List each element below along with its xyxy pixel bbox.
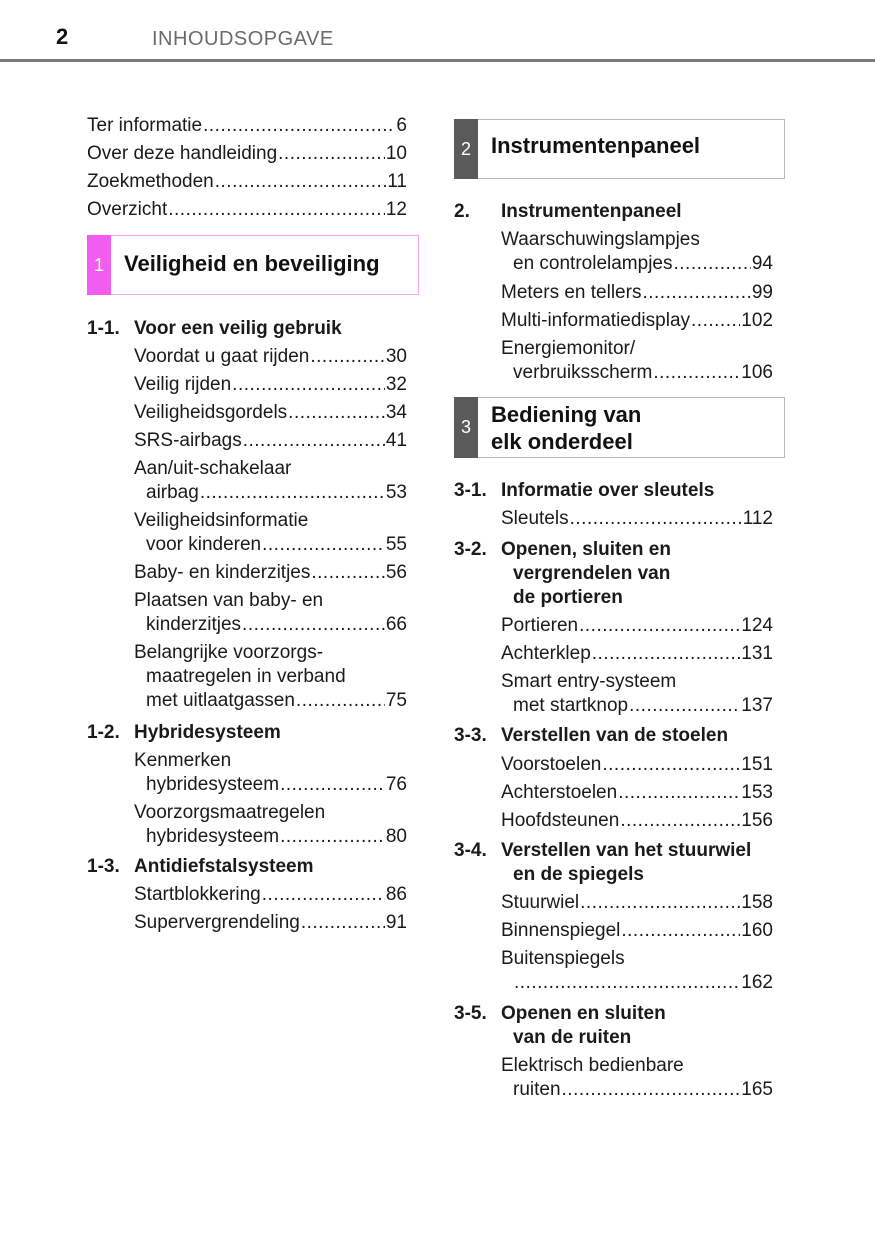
toc-leader bbox=[514, 971, 740, 995]
toc-entry[interactable] bbox=[501, 919, 773, 943]
toc-entry-label: airbag bbox=[146, 482, 199, 503]
toc-entry[interactable] bbox=[146, 481, 407, 505]
toc-entry-label: Veiligheidsgordels bbox=[134, 402, 288, 423]
toc-entry-label: en controlelampjes bbox=[513, 253, 673, 274]
section-number: 3-3. bbox=[454, 725, 487, 746]
toc-entry-line[interactable]: Kenmerken bbox=[134, 750, 232, 771]
toc-leader bbox=[580, 891, 740, 915]
toc-entry[interactable] bbox=[87, 170, 407, 194]
toc-entry-label: met startknop bbox=[513, 695, 629, 716]
toc-entry-line[interactable]: Belangrijke voorzorgs- bbox=[134, 642, 324, 663]
toc-entry[interactable] bbox=[501, 614, 773, 638]
toc-entry[interactable] bbox=[501, 891, 773, 915]
toc-entry-page: 162 bbox=[741, 972, 773, 993]
section-number: 2. bbox=[454, 201, 470, 222]
toc-entry-page: 137 bbox=[741, 695, 773, 716]
toc-leader bbox=[602, 753, 740, 777]
section-title: Hybridesysteem bbox=[134, 722, 281, 743]
toc-entry[interactable] bbox=[501, 753, 773, 777]
toc-entry-page: 41 bbox=[385, 430, 407, 451]
toc-entry-page: 112 bbox=[742, 508, 773, 529]
toc-entry-page: 124 bbox=[741, 615, 773, 636]
toc-entry[interactable] bbox=[134, 401, 407, 425]
section-title-line2: van de ruiten bbox=[513, 1027, 632, 1048]
chapter-title-line2: elk onderdeel bbox=[491, 429, 633, 454]
toc-entry[interactable] bbox=[501, 809, 773, 833]
section-title: Verstellen van de stoelen bbox=[501, 725, 729, 746]
toc-leader bbox=[301, 911, 385, 935]
section-number: 3-5. bbox=[454, 1003, 487, 1024]
toc-entry-page: 91 bbox=[385, 912, 407, 933]
chapter-number-tab: 2 bbox=[454, 119, 478, 179]
chapter-title: Instrumentenpaneel bbox=[491, 133, 701, 158]
toc-leader bbox=[203, 114, 395, 138]
section-title-line2: vergrendelen van bbox=[513, 563, 671, 584]
toc-entry[interactable] bbox=[87, 198, 407, 222]
section-heading[interactable] bbox=[87, 317, 342, 341]
toc-leader bbox=[296, 689, 385, 713]
toc-entry-page: 106 bbox=[741, 362, 773, 383]
toc-entry-line[interactable]: Veiligheidsinformatie bbox=[134, 510, 309, 531]
toc-entry-line[interactable]: Plaatsen van baby- en bbox=[134, 590, 324, 611]
toc-entry-page: 156 bbox=[741, 810, 773, 831]
toc-entry-label: hybridesysteem bbox=[146, 826, 280, 847]
toc-entry-label: Ter informatie bbox=[87, 115, 203, 136]
toc-leader bbox=[262, 533, 385, 557]
toc-entry-label: Over deze handleiding bbox=[87, 143, 278, 164]
toc-entry-line[interactable]: Voorzorgsmaatregelen bbox=[134, 802, 326, 823]
toc-leader bbox=[215, 170, 387, 194]
toc-entry-line[interactable]: maatregelen in verband bbox=[146, 666, 346, 687]
toc-entry[interactable] bbox=[513, 694, 773, 718]
toc-entry-label: Sleutels bbox=[501, 508, 569, 529]
toc-entry[interactable] bbox=[134, 561, 407, 585]
toc-entry-label: Binnenspiegel bbox=[501, 920, 621, 941]
toc-entry[interactable] bbox=[501, 281, 773, 305]
toc-entry-page: 11 bbox=[387, 171, 407, 192]
section-title: Verstellen van het stuurwiel bbox=[501, 840, 752, 861]
section-number: 3-2. bbox=[454, 539, 487, 560]
section-heading[interactable] bbox=[87, 721, 281, 745]
toc-entry[interactable] bbox=[134, 373, 407, 397]
toc-leader bbox=[629, 694, 740, 718]
toc-entry-page: 160 bbox=[741, 920, 773, 941]
toc-entry-label: Overzicht bbox=[87, 199, 168, 220]
chapter-heading-1[interactable] bbox=[87, 235, 419, 295]
section-title: Voor een veilig gebruik bbox=[134, 318, 342, 339]
toc-leader bbox=[311, 561, 384, 585]
toc-leader bbox=[200, 481, 385, 505]
toc-entry-label: ruiten bbox=[513, 1079, 561, 1100]
toc-entry-label: Hoofdsteunen bbox=[501, 810, 620, 831]
toc-leader bbox=[278, 142, 385, 166]
toc-entry-page: 99 bbox=[751, 282, 773, 303]
toc-leader bbox=[242, 613, 385, 637]
toc-entry-label: SRS-airbags bbox=[134, 430, 242, 451]
toc-entry-page: 158 bbox=[741, 892, 773, 913]
toc-entry-label: Veilig rijden bbox=[134, 374, 232, 395]
toc-entry[interactable] bbox=[513, 1078, 773, 1102]
toc-leader bbox=[618, 781, 740, 805]
toc-entry-page: 12 bbox=[385, 199, 407, 220]
toc-entry[interactable] bbox=[134, 883, 407, 907]
section-heading[interactable] bbox=[454, 200, 682, 224]
toc-entry-label: Zoekmethoden bbox=[87, 171, 214, 192]
section-number: 1-3. bbox=[87, 856, 120, 877]
toc-leader bbox=[673, 252, 750, 276]
toc-entry[interactable] bbox=[513, 361, 773, 385]
chapter-number-tab: 3 bbox=[454, 397, 478, 458]
toc-entry-line[interactable]: Elektrisch bedienbare bbox=[501, 1055, 684, 1076]
chapter-title: Veiligheid en beveiliging bbox=[124, 251, 380, 276]
toc-entry-page: 56 bbox=[385, 562, 407, 583]
toc-entry-label: Meters en tellers bbox=[501, 282, 642, 303]
chapter-number-tab: 1 bbox=[87, 235, 111, 295]
section-number: 1-2. bbox=[87, 722, 120, 743]
toc-entry-label: met uitlaatgassen bbox=[146, 690, 295, 711]
toc-entry-label: Stuurwiel bbox=[501, 892, 580, 913]
toc-leader bbox=[592, 642, 741, 666]
toc-entry[interactable] bbox=[501, 781, 773, 805]
toc-leader bbox=[621, 919, 740, 943]
toc-entry[interactable] bbox=[501, 309, 773, 333]
toc-leader bbox=[288, 401, 385, 425]
section-heading[interactable] bbox=[454, 724, 729, 748]
toc-entry[interactable] bbox=[146, 825, 407, 849]
toc-entry[interactable] bbox=[146, 613, 407, 637]
chapter-title: Bediening van bbox=[491, 402, 642, 427]
toc-entry-line[interactable]: Buitenspiegels bbox=[501, 948, 625, 969]
toc-entry[interactable] bbox=[134, 345, 407, 369]
toc-entry-page: 165 bbox=[741, 1079, 773, 1100]
toc-entry[interactable] bbox=[513, 252, 773, 276]
toc-entry-page: 10 bbox=[385, 143, 407, 164]
toc-entry-page: 75 bbox=[385, 690, 407, 711]
toc-entry-line[interactable]: Waarschuwingslampjes bbox=[501, 229, 700, 250]
toc-leader bbox=[562, 1078, 741, 1102]
toc-leader bbox=[280, 773, 385, 797]
toc-entry[interactable] bbox=[87, 114, 407, 138]
toc-entry-page: 80 bbox=[385, 826, 407, 847]
section-title: Informatie over sleutels bbox=[501, 480, 715, 501]
section-title: Openen en sluiten bbox=[501, 1003, 666, 1024]
toc-entry-label: Portieren bbox=[501, 615, 579, 636]
toc-leader bbox=[310, 345, 385, 369]
toc-entry-page: 32 bbox=[385, 374, 407, 395]
toc-leader bbox=[280, 825, 385, 849]
toc-entry-page: 151 bbox=[741, 754, 773, 775]
toc-entry-page: 153 bbox=[741, 782, 773, 803]
toc-entry-label: Voordat u gaat rijden bbox=[134, 346, 310, 367]
section-number: 3-1. bbox=[454, 480, 487, 501]
toc-entry-label: Startblokkering bbox=[134, 884, 261, 905]
toc-entry-label: Baby- en kinderzitjes bbox=[134, 562, 311, 583]
toc-leader bbox=[570, 507, 742, 531]
toc-leader bbox=[243, 429, 385, 453]
section-heading[interactable] bbox=[454, 1002, 666, 1026]
section-number: 1-1. bbox=[87, 318, 120, 339]
toc-entry-label: Achterstoelen bbox=[501, 782, 618, 803]
toc-entry-page: 86 bbox=[385, 884, 407, 905]
toc-entry-label: Voorstoelen bbox=[501, 754, 602, 775]
toc-entry-label: Supervergrendeling bbox=[134, 912, 300, 933]
toc-leader bbox=[691, 309, 740, 333]
toc-entry[interactable] bbox=[87, 142, 407, 166]
section-heading[interactable] bbox=[454, 839, 752, 863]
toc-entry[interactable] bbox=[513, 971, 773, 995]
section-heading[interactable] bbox=[454, 538, 671, 562]
section-title: Antidiefstalsysteem bbox=[134, 856, 314, 877]
toc-leader bbox=[620, 809, 740, 833]
toc-entry-page: 53 bbox=[385, 482, 407, 503]
toc-leader bbox=[232, 373, 385, 397]
toc-entry[interactable] bbox=[134, 911, 407, 935]
toc-entry-label: hybridesysteem bbox=[146, 774, 280, 795]
toc-entry-page: 30 bbox=[385, 346, 407, 367]
toc-entry[interactable] bbox=[501, 507, 773, 531]
chapter-heading-2[interactable] bbox=[454, 119, 785, 179]
toc-entry-label: voor kinderen bbox=[146, 534, 262, 555]
toc-leader bbox=[579, 614, 740, 638]
toc-entry-line[interactable]: Aan/uit-schakelaar bbox=[134, 458, 292, 479]
toc-entry-page: 6 bbox=[396, 115, 407, 136]
toc-entry-line[interactable]: Smart entry-systeem bbox=[501, 671, 677, 692]
toc-entry-label: Achterklep bbox=[501, 643, 591, 664]
toc-entry-line[interactable]: Energiemonitor/ bbox=[501, 338, 636, 359]
toc-entry-page: 76 bbox=[385, 774, 407, 795]
toc-leader bbox=[642, 281, 750, 305]
toc-leader bbox=[653, 361, 740, 385]
toc-entry-page: 55 bbox=[385, 534, 407, 555]
section-heading[interactable] bbox=[87, 855, 314, 879]
page-title: INHOUDSOPGAVE bbox=[152, 28, 334, 50]
toc-leader bbox=[262, 883, 385, 907]
section-title: Instrumentenpaneel bbox=[501, 201, 682, 222]
page-header bbox=[0, 0, 875, 62]
toc-entry[interactable] bbox=[501, 642, 773, 666]
toc-leader bbox=[168, 198, 385, 222]
section-heading[interactable] bbox=[454, 479, 715, 503]
toc-entry-label: Multi-informatiedisplay bbox=[501, 310, 691, 331]
toc-entry[interactable] bbox=[146, 689, 407, 713]
section-number: 3-4. bbox=[454, 840, 487, 861]
toc-entry-page: 131 bbox=[741, 643, 773, 664]
chapter-heading-3[interactable] bbox=[454, 397, 785, 458]
toc-entry[interactable] bbox=[146, 773, 407, 797]
toc-entry[interactable] bbox=[134, 429, 407, 453]
toc-entry-label: verbruiksscherm bbox=[513, 362, 653, 383]
section-title: Openen, sluiten en bbox=[501, 539, 671, 560]
toc-entry-page: 102 bbox=[741, 310, 773, 331]
toc-entry-page: 34 bbox=[385, 402, 407, 423]
toc-entry[interactable] bbox=[146, 533, 407, 557]
section-title-line3: de portieren bbox=[513, 587, 623, 608]
page-number: 2 bbox=[56, 24, 69, 49]
section-title-line2: en de spiegels bbox=[513, 864, 644, 885]
toc-entry-page: 66 bbox=[385, 614, 407, 635]
toc-entry-page: 94 bbox=[751, 253, 773, 274]
toc-entry-label: kinderzitjes bbox=[146, 614, 242, 635]
